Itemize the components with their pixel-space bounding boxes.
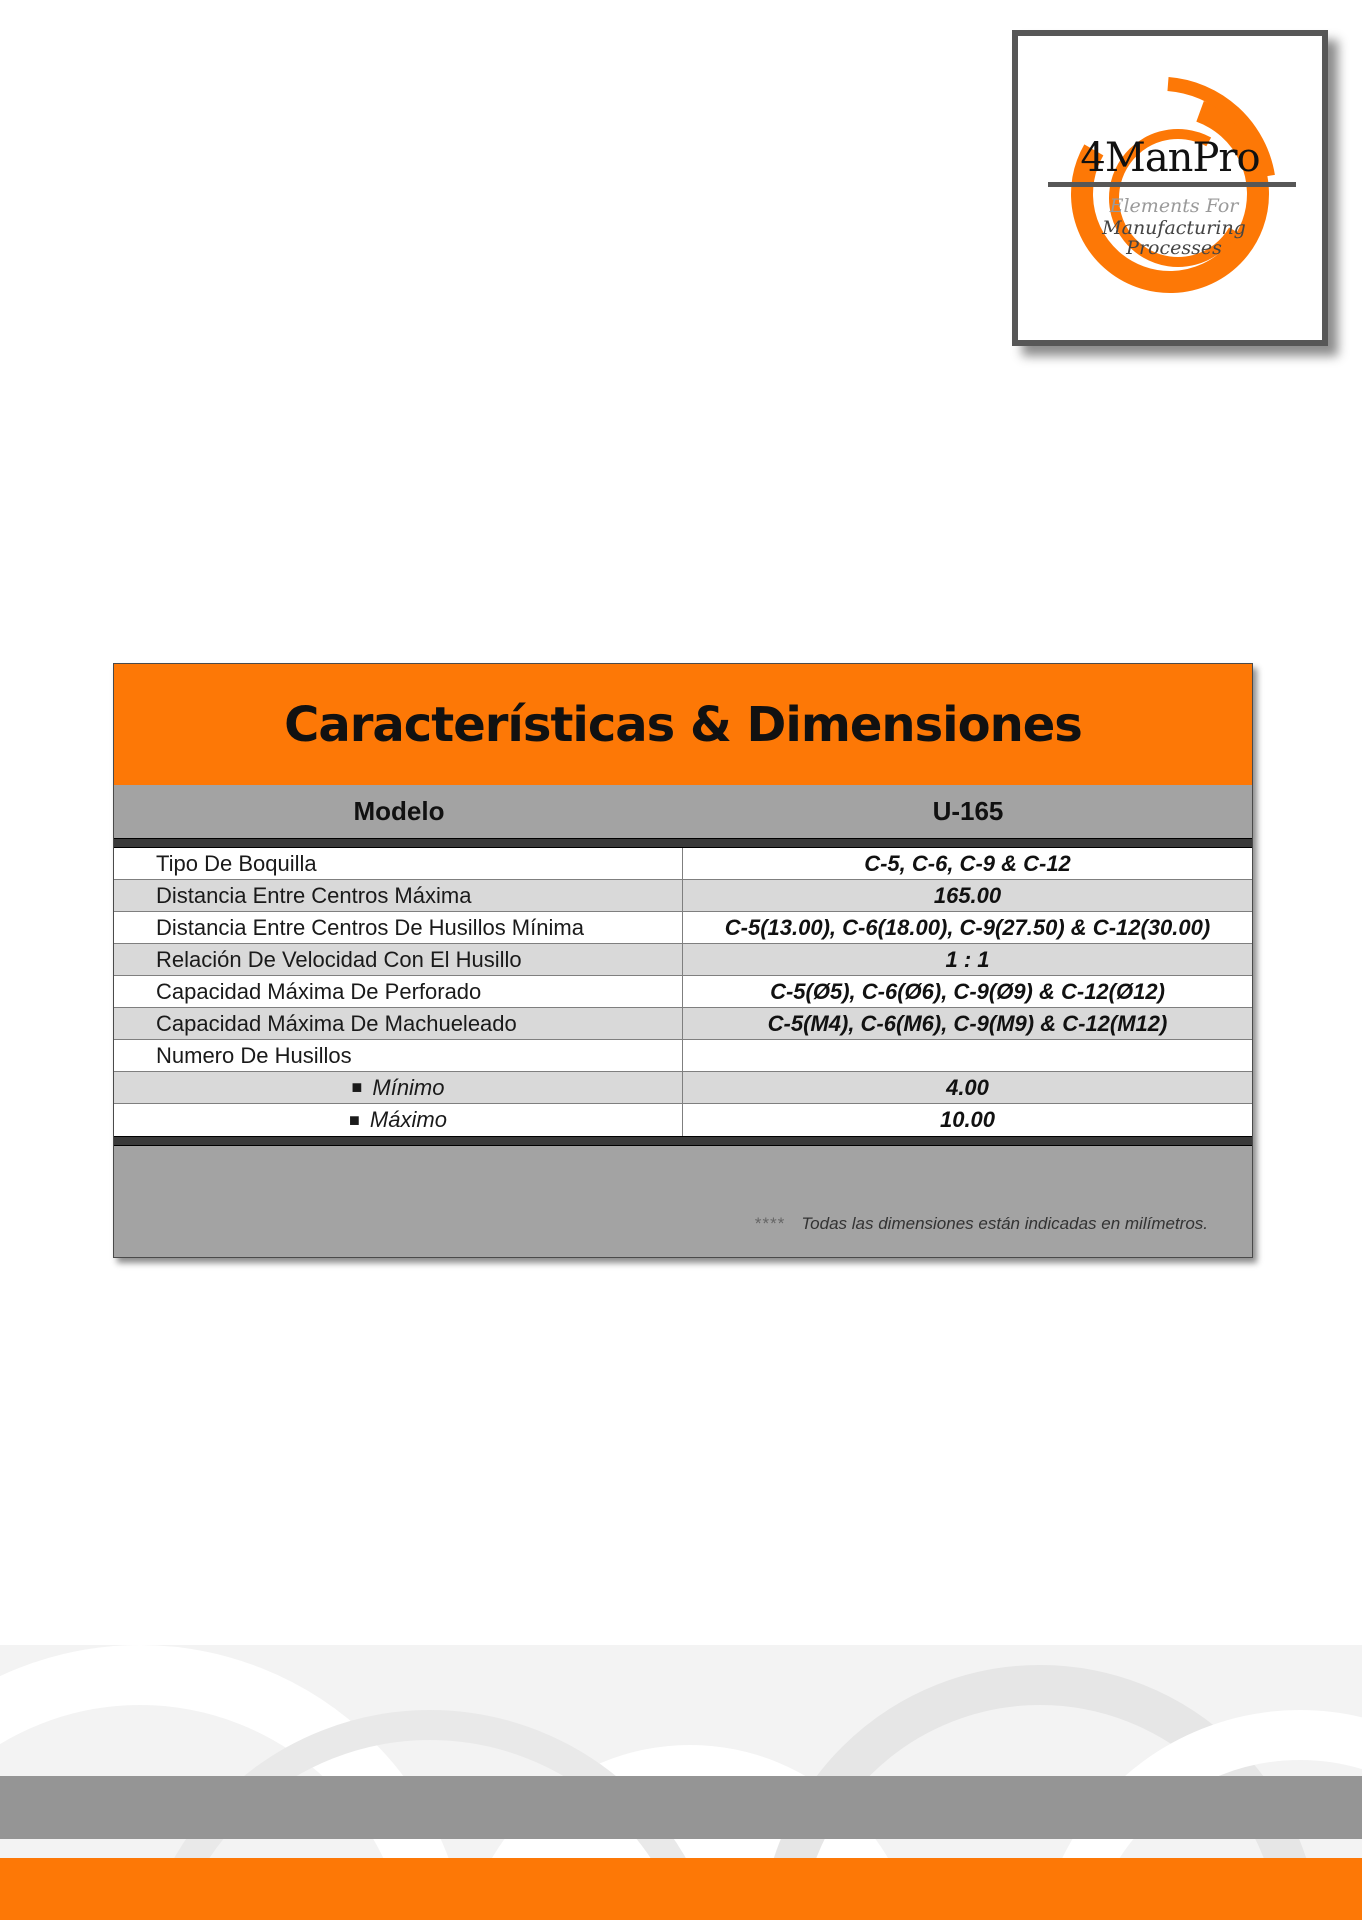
table-row [114,1104,1252,1136]
row-value: 4.00 [946,1074,989,1100]
table-row [114,976,1252,1008]
row-value: 165.00 [933,882,1002,908]
logo-swirl-icon [1018,36,1322,340]
row-label: Capacidad Máxima De Machueleado [114,1008,683,1039]
row-label: Distancia Entre Centros De Husillos Mínima [114,912,683,943]
square-bullet-icon: ■ [349,1109,360,1130]
table-row [114,880,1252,912]
specs-rows [114,848,1252,1136]
row-value: C-5(M4), C-6(M6), C-9(M9) & C-12(M12) [767,1010,1168,1036]
row-value: C-5(13.00), C-6(18.00), C-9(27.50) & C-12(30.00) [724,914,1211,940]
row-label: Relación De Velocidad Con El Husillo [114,944,683,975]
table-row [114,1008,1252,1040]
company-logo [1012,30,1328,346]
row-value: 1 : 1 [945,946,990,972]
row-label: Tipo De Boquilla [114,848,683,879]
row-sublabel: Máximo [369,1107,447,1132]
row-label-sub [114,1072,683,1103]
header-divider [114,838,1252,848]
model-value: U-165 [932,796,1004,826]
row-value: C-5(Ø5), C-6(Ø6), C-9(Ø9) & C-12(Ø12) [770,978,1165,1004]
logo-tagline-line2: Manufacturing Processes [1102,217,1246,259]
row-label: Numero De Husillos [114,1040,683,1071]
row-label: Capacidad Máxima De Perforado [114,976,683,1007]
row-sublabel: Mínimo [372,1074,445,1100]
footer-divider [114,1136,1252,1146]
units-footnote [754,1214,1208,1234]
row-value: C-5, C-6, C-9 & C-12 [864,850,1071,876]
logo-wordmark: 4ManPro [1080,135,1260,181]
specs-table [113,663,1253,1258]
row-label: Distancia Entre Centros Máxima [114,880,683,911]
table-row [114,1072,1252,1104]
table-row [114,944,1252,976]
footnote-text: Todas las dimensiones están indicadas en milímetros. [801,1214,1208,1233]
footer-gray-band [0,1776,1362,1839]
model-label: Modelo [353,796,445,826]
table-row [114,1040,1252,1072]
table-footer [114,1146,1252,1252]
specs-title: Características & Dimensiones [114,664,1252,785]
model-header-row [114,785,1252,838]
table-row [114,848,1252,880]
table-row [114,912,1252,944]
square-bullet-icon: ■ [351,1077,363,1097]
footer-orange-band [0,1858,1362,1920]
row-value: 10.00 [939,1107,996,1132]
footnote-marker: **** [754,1214,785,1233]
logo-tagline-line1: Elements For [1109,195,1239,217]
row-label-sub [114,1104,683,1136]
row-value [683,1040,1252,1071]
